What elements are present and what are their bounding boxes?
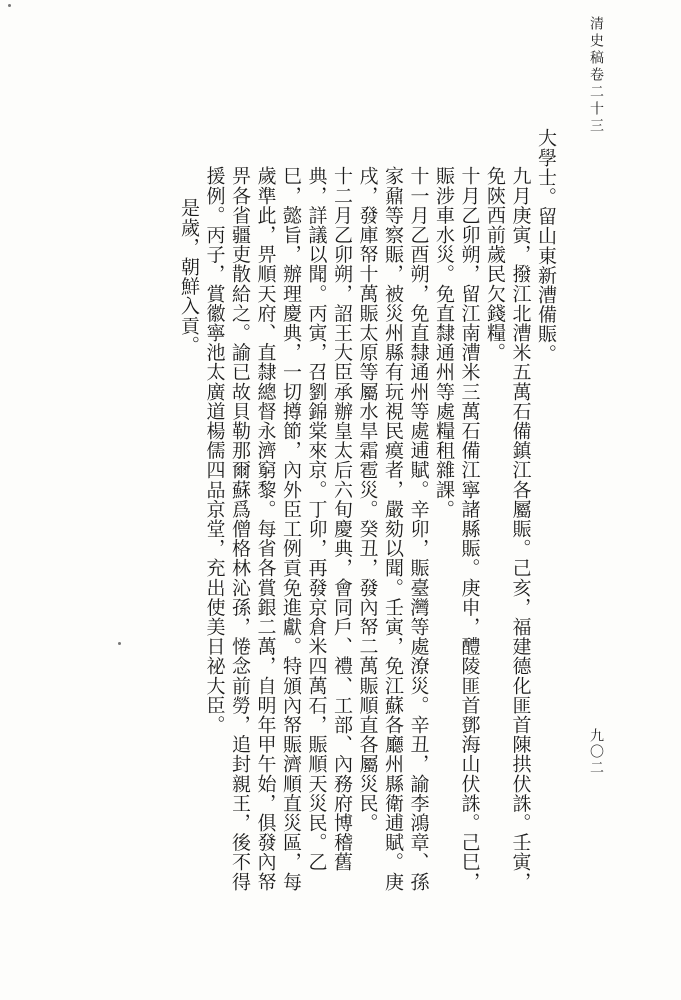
main-text [116,128,558,908]
scan-speck [8,4,11,7]
page-number: 九〇二 [588,728,604,776]
paragraph-1: 大學士。留山東新漕備賑。 [535,128,557,364]
running-title: 清史稿卷二十三 [588,16,604,135]
paragraph-4: 十一月乙酉朔，免直隸通州等處逋賦。辛卯，賑臺灣等處潦災。辛丑，諭李鴻章、孫家鼐等察賑，被災州縣有玩視民瘼者，嚴劾以聞。壬寅，免江蘇各廳州縣衛逋賦。庚戌，發庫帑十萬賑太原等屬水旱霜雹災。癸丑，發內帑二萬賑順直各屬災民。 [356,166,430,892]
paragraph-2: 九月庚寅，撥江北漕米五萬石備鎮江各屬賑。己亥，福建德化匪首陳拱伏誅。壬寅，免陝西前歲民欠錢糧。 [484,166,532,892]
paragraph-6: 是歲，朝鮮入貢。 [178,198,200,355]
paragraph-3: 十月乙卯朔，留江南漕米三萬石備江寧諸縣賑。庚申，醴陵匪首鄧海山伏誅。己巳，賑涉車水災。免直隸通州等處糧租雜課。 [433,166,481,892]
paragraph-5: 十二月乙卯朔，詔王大臣承辦皇太后六旬慶典，會同戶、禮、工部、內務府博稽舊典，詳議以聞。丙寅，召劉錦棠來京。丁卯，再發京倉米四萬石，賑順天災民。乙巳，懿旨，辦理慶典，一切撙節，內外臣工例貢免進獻。特頒內帑賑濟順直災區，每歲準此，畀順天府、直隸總督永濟窮黎。每省各賞銀二萬，自明年甲午始，俱發內帑畀各省疆吏散給之。諭已故貝勒那爾蘇爲僧格林沁孫，惓念前勞，追封親王，後不得援例。丙子，賞徽寧池太廣道楊儒四品京堂，充出使美日祕大臣。 [203,166,353,892]
scan-speck [118,642,121,645]
